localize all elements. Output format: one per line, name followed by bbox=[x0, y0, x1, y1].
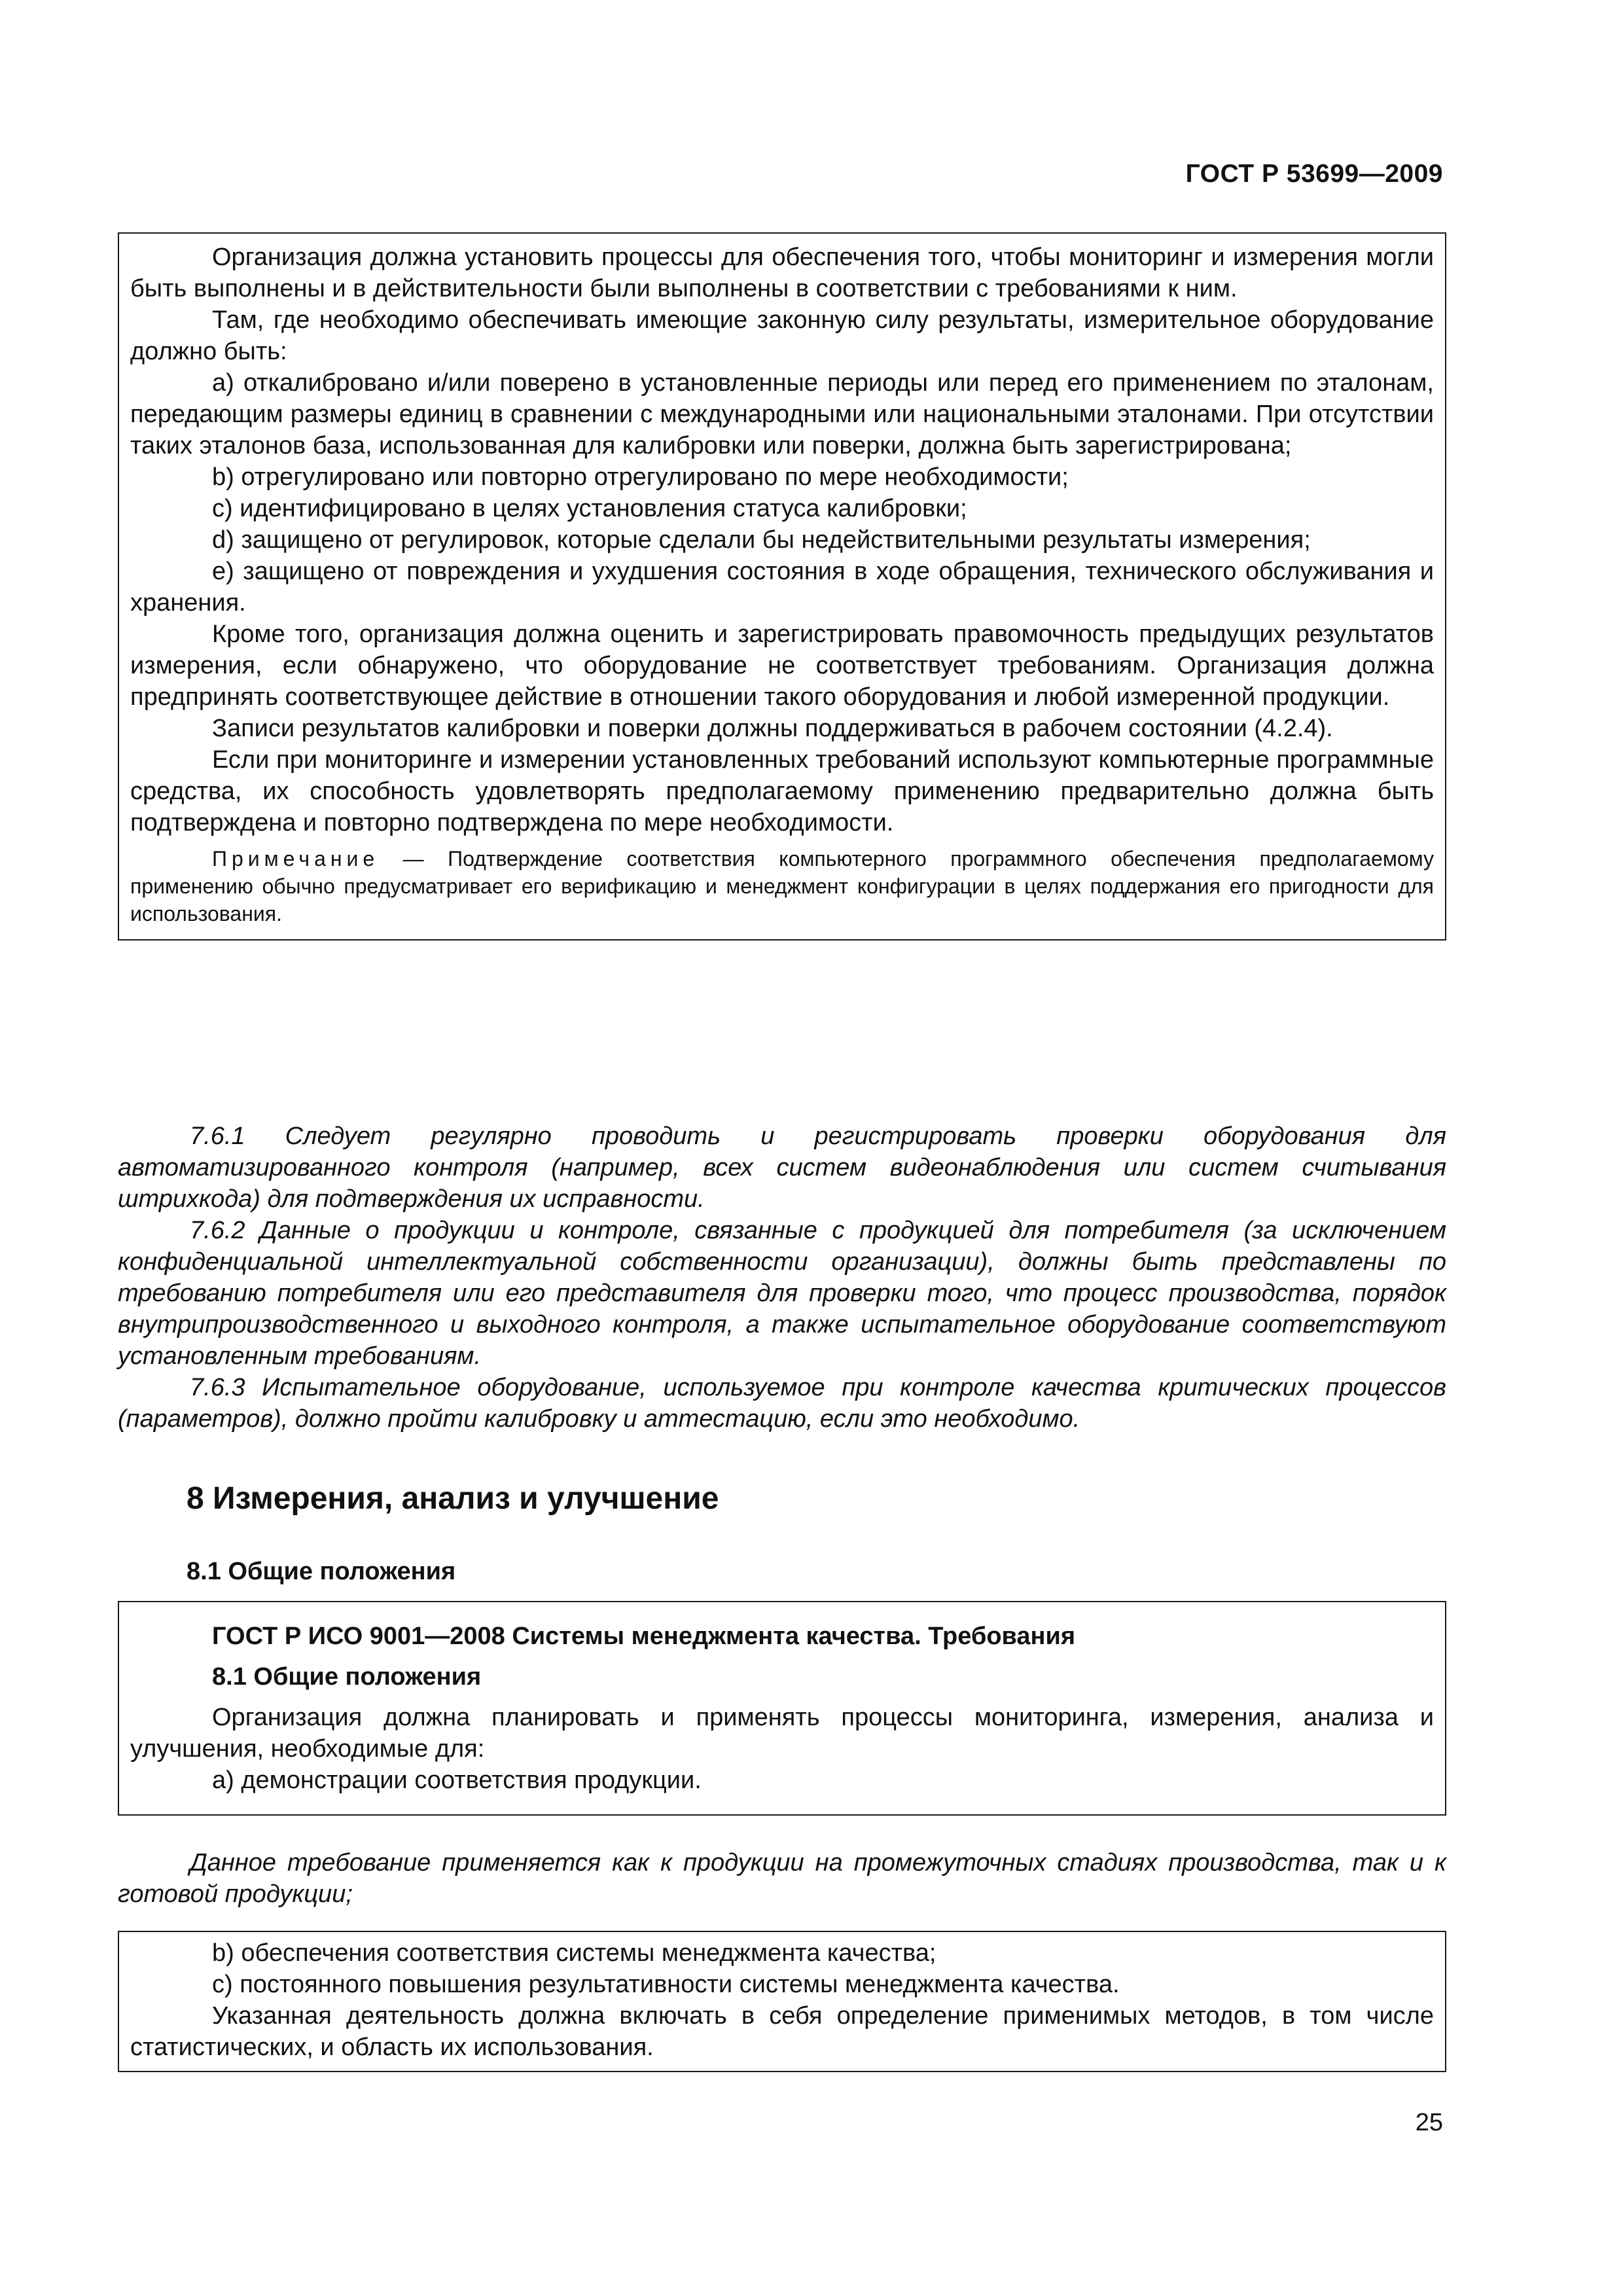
iso-quote-box-continued bbox=[118, 1931, 1446, 2072]
box-note bbox=[130, 845, 1434, 927]
box-list-item: a) демонстрации соответствия продукции. bbox=[212, 1767, 702, 1794]
box-paragraph: Организация должна планировать и применять процессы мониторинга, измерения, анализа и улучшения, необходимые для: bbox=[130, 1704, 1434, 1763]
box-list-item: a) откалибровано и/или поверено в установленные периоды или перед его применением по эталонам, передающим размеры единиц в сравнении с международными или национальными эталонами. При отсутствии таких эталонов база, использованная для калибровки или поверки, должна быть зарегистрирована; bbox=[130, 369, 1434, 459]
interpretation-block bbox=[118, 1847, 1446, 1910]
subsection-title: 8.1 Общие положения bbox=[187, 1558, 456, 1585]
box-list-item: e) защищено от повреждения и ухудшения состояния в ходе обращения, технического обслуживания и хранения. bbox=[130, 558, 1434, 617]
interpretation-text: Данное требование применяется как к продукции на промежуточных стадиях производства, так и к готовой продукции; bbox=[118, 1849, 1446, 1908]
box-list-item: b) отрегулировано или повторно отрегулировано по мере необходимости; bbox=[212, 463, 1069, 491]
clauses-block bbox=[118, 1121, 1446, 1435]
box-subheading: 8.1 Общие положения bbox=[212, 1663, 482, 1691]
box-paragraph: Там, где необходимо обеспечивать имеющие законную силу результаты, измерительное оборудование должно быть: bbox=[130, 306, 1434, 365]
standard-code: ГОСТ Р 53699—2009 bbox=[1185, 160, 1443, 188]
box-paragraph: Кроме того, организация должна оценить и зарегистрировать правомочность предыдущих результатов измерения, если обнаружено, что оборудование не соответствует требованиям. Организация должна предпринять соответствующее действие в отношении такого оборудования и любой измеренной продукции. bbox=[130, 620, 1434, 711]
clause-7-6-3: 7.6.3 Испытательное оборудование, используемое при контроле качества критических процессов (параметров), должно пройти калибровку и аттестацию, если это необходимо. bbox=[118, 1374, 1446, 1433]
box-paragraph: Записи результатов калибровки и поверки должны поддерживаться в рабочем состоянии (4.2.4). bbox=[212, 715, 1333, 742]
iso-quote-box bbox=[118, 1601, 1446, 1816]
box-list-item: c) постоянного повышения результативности системы менеджмента качества. bbox=[212, 1971, 1120, 1998]
section-title: 8 Измерения, анализ и улучшение bbox=[187, 1481, 719, 1516]
box-paragraph: Если при мониторинге и измерении установленных требований используют компьютерные программные средства, их способность удовлетворять предполагаемому применению предварительно должна быть подтверждена и повторно подтверждена по мере необходимости. bbox=[130, 746, 1434, 836]
quoted-requirements-box bbox=[118, 232, 1446, 941]
box-heading: ГОСТ Р ИСО 9001—2008 Системы менеджмента качества. Требования bbox=[212, 1623, 1076, 1650]
clause-7-6-1: 7.6.1 Следует регулярно проводить и регистрировать проверки оборудования для автоматизированного контроля (например, всех систем видеонаблюдения или систем считывания штрихкода) для подтверждения их исправности. bbox=[118, 1122, 1446, 1213]
box-list-item: d) защищено от регулировок, которые сделали бы недействительными результаты измерения; bbox=[212, 526, 1311, 554]
note-label: Примечание bbox=[212, 847, 380, 870]
box-paragraph: Организация должна установить процессы для обеспечения того, чтобы мониторинг и измерения могли быть выполнены и в действительности были выполнены в соответствии с требованиями к ним. bbox=[130, 243, 1434, 302]
box-list-item: c) идентифицировано в целях установления статуса калибровки; bbox=[212, 495, 967, 522]
clause-7-6-2: 7.6.2 Данные о продукции и контроле, связанные с продукцией для потребителя (за исключением конфиденциальной интеллектуальной собственности организации), должны быть представлены по требованию потребителя или его представителя для проверки того, что процесс производства, порядок внутрипроизводственного и выходного контроля, а также испытательное оборудование соответствуют установленным требованиям. bbox=[118, 1217, 1446, 1370]
box-list-item: b) обеспечения соответствия системы менеджмента качества; bbox=[212, 1939, 936, 1967]
page-number: 25 bbox=[1415, 2109, 1443, 2136]
box-paragraph: Указанная деятельность должна включать в себя определение применимых методов, в том числе статистических, и область их использования. bbox=[130, 2002, 1434, 2061]
note-text: — Подтверждение соответствия компьютерного программного обеспечения предполагаемому применению обычно предусматривает его верификацию и менеджмент конфигурации в целях поддержания его пригодности для использования. bbox=[130, 847, 1434, 925]
